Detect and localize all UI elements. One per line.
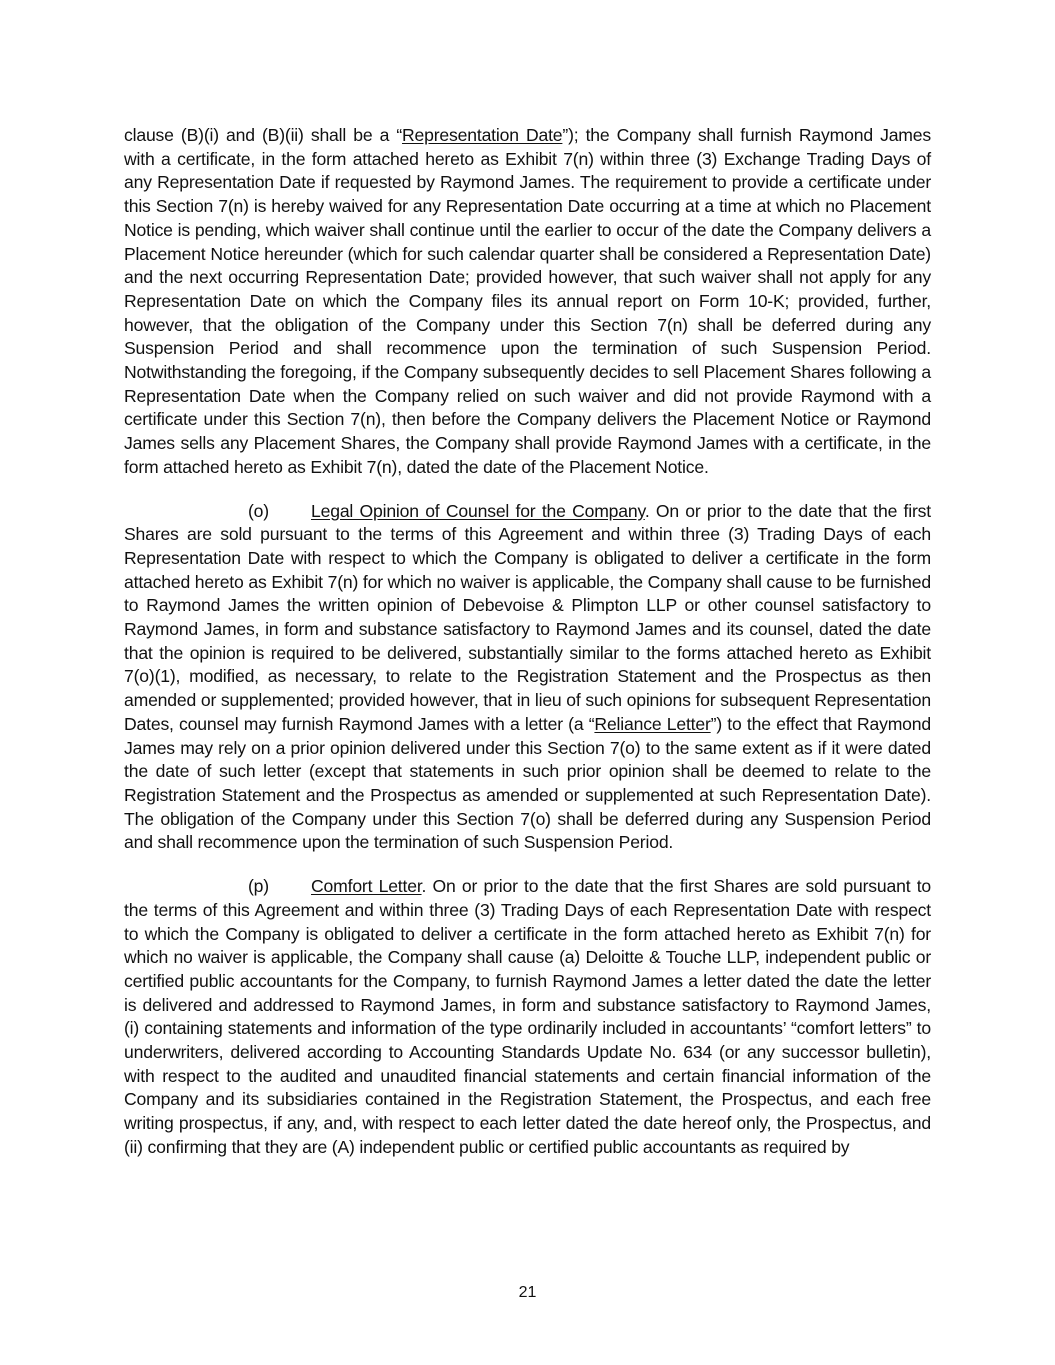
- page-number: 21: [518, 1284, 537, 1301]
- paragraph-text: ”) to the effect that Raymond James may rely on a prior opinion delivered under this Section 7(o) to the same extent as if it were dated the date of such letter (except that statements in such prior opinion shall be deemed to relate to the Registration Statement and the Prospectus as amended or supplemented at such Representation Date). The obligation of the Company under this Section 7(o) shall be deferred during any Suspension Period and shall recommence upon the termination of such Suspension Period.: [124, 713, 931, 853]
- paragraph-text: ”); the Company shall furnish Raymond James with a certificate, in the form attached hereto as Exhibit 7(n) within three (3) Exchange Trading Days of any Representation Date if requested by Raymond James. The requirement to provide a certificate under this Section 7(n) is hereby waived for any Representation Date occurring at a time at which no Placement Notice is pending, which waiver shall continue until the earlier to occur of the date the Company delivers a Placement Notice hereunder (which for such calendar quarter shall be considered a Representation Date) and the next occurring Representation Date; provided however, that such waiver shall not apply for any Representation Date on which the Company files its annual report on Form 10-K; provided, further, however, that the obligation of the Company under this Section 7(n) shall be deferred during any Suspension Period and shall recommence upon the termination of such Suspension Period. Notwithstanding the foregoing, if the Company subsequently decides to sell Placement Shares following a Representation Date when the Company relied on such waiver and did not provide Raymond with a certificate under this Section 7(n), then before the Company delivers the Placement Notice or Raymond James sells any Placement Shares, the Company shall provide Raymond James with a certificate, in the form attached hereto as Exhibit 7(n), dated the date of the Placement Notice.: [124, 125, 931, 477]
- section-label-p: (p): [248, 876, 269, 897]
- paragraph-legal-opinion: [124, 500, 931, 856]
- paragraph-comfort-letter: [124, 875, 931, 1159]
- defined-term-reliance-letter: Reliance Letter: [594, 713, 711, 734]
- section-label-o: (o): [248, 500, 269, 521]
- paragraph-text: clause (B)(i) and (B)(ii) shall be a “: [124, 125, 403, 145]
- paragraph-text: . On or prior to the date that the first Shares are sold pursuant to the terms of this Agreement and within three (3) Trading Days of each Representation Date with respect to which the Company is obligated to deliver a certificate in the form attached hereto as Exhibit 7(n) for which no waiver is applicable, the Company shall cause (a) Deloitte & Touche LLP, independent public or certified public accountants for the Company, to furnish Raymond James a letter dated the date the letter is delivered and addressed to Raymond James, in form and substance satisfactory to Raymond James, (i) containing statements and information of the type ordinarily included in accountants’ “comfort letters” to underwriters, delivered according to Accounting Standards Update No. 634 (or any successor bulletin), with respect to the audited and unaudited financial statements and certain financial information of the Company and its subsidiaries contained in the Registration Statement, the Prospectus, and each free writing prospectus, if any, and, with respect to each letter dated the date hereof only, the Prospectus, and (ii) confirming that they are (A) independent public or certified public accountants as required by: [124, 876, 932, 1157]
- defined-term-representation-date: Representation Date: [402, 125, 563, 145]
- paragraph-text: . On or prior to the date that the first Shares are sold pursuant to the terms of this Agreement and within three (3) Trading Days of each Representation Date with respect to which the Company is obligated to deliver a certificate in the form attached hereto as Exhibit 7(n) for which no waiver is applicable, the Company shall cause to be furnished to Raymond James the written opinion of Debevoise & Plimpton LLP or other counsel satisfactory to Raymond James, in form and substance satisfactory to Raymond James and its counsel, dated the date that the opinion is required to be delivered, substantially similar to the forms attached hereto as Exhibit 7(o)(1), modified, as necessary, to relate to the Registration Statement and the Prospectus as then amended or supplemented; provided however, that in lieu of such opinions for subsequent Representation Dates, counsel may furnish Raymond James with a letter (a “: [124, 500, 931, 734]
- document-page: [124, 124, 931, 1160]
- section-heading-comfort-letter: Comfort Letter: [311, 876, 422, 897]
- section-heading-legal-opinion: Legal Opinion of Counsel for the Company: [311, 500, 645, 521]
- paragraph-representation-date: [124, 124, 931, 480]
